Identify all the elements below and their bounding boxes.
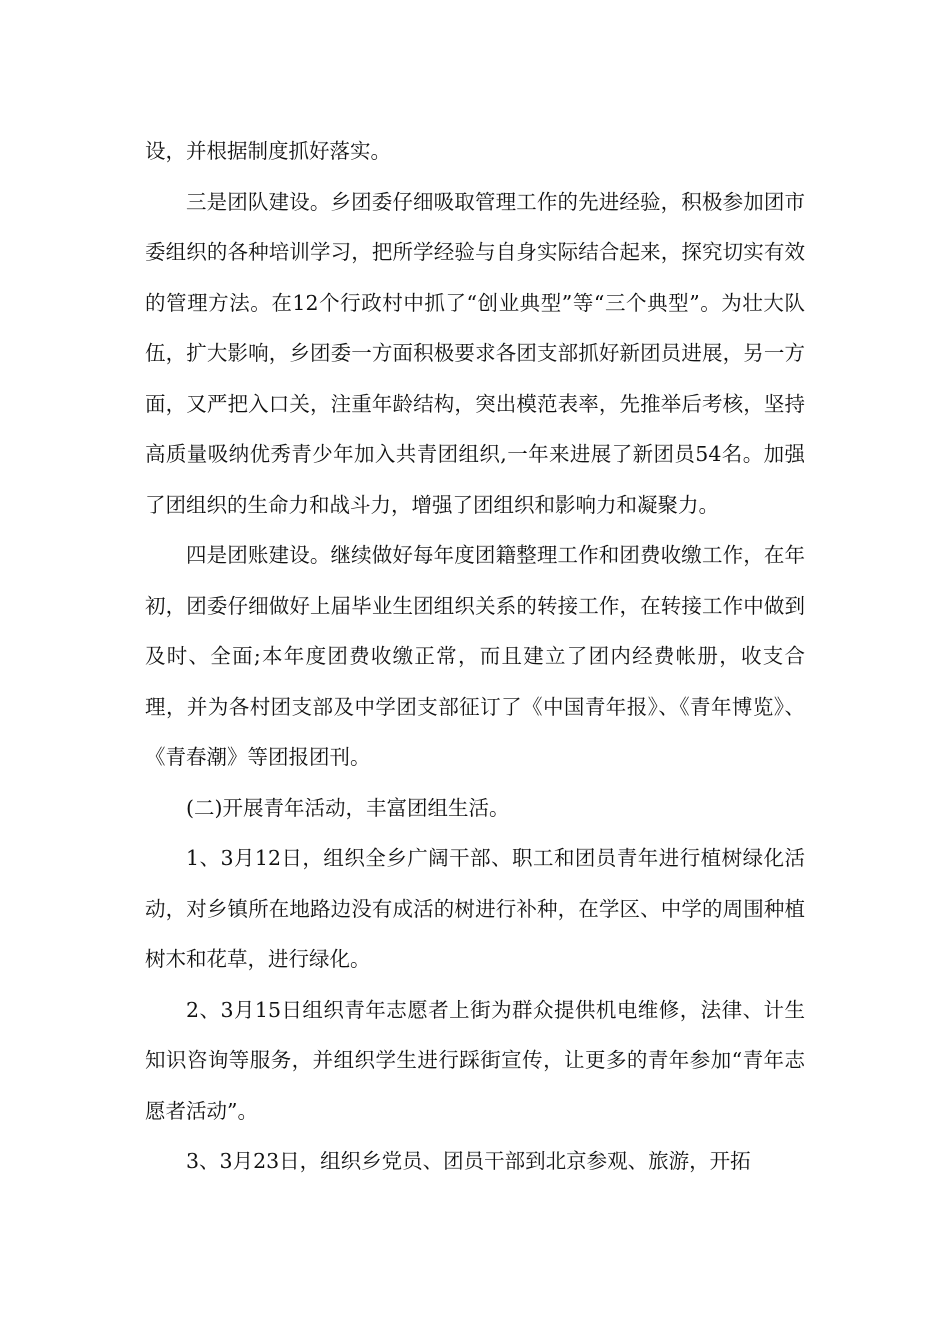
section-heading-youth-activities: (二)开展青年活动，丰富团组生活。 — [186, 795, 510, 820]
paragraph-team-building: 三是团队建设。乡团委仔细吸取管理工作的先进经验，积极参加团市委组织的各种培训学习，把所学经验与自身实际结合起来，探究切实有效的管理方法。在12个行政村中抓了“创业典型”等“三个典型”。为壮大队伍，扩大影响，乡团委一方面积极要求各团支部抓好新团员进展，另一方面，又严把入口关，注重年龄结构，突出模范表率，先推举后考核，坚持高质量吸纳优秀青少年加入共青团组织,一年来进展了新团员54名。加强了团组织的生命力和战斗力，增强了团组织和影响力和凝聚力。 — [145, 189, 805, 517]
paragraph-continuation: 设，并根据制度抓好落实。 — [145, 139, 391, 163]
paragraph-activity-2: 2、3月15日组织青年志愿者上街为群众提供机电维修，法律、计生知识咨询等服务，并组织学生进行踩街宣传，让更多的青年参加“青年志愿者活动”。 — [145, 997, 805, 1123]
document-body — [145, 126, 805, 1187]
paragraph-account-building: 四是团账建设。继续做好每年度团籍整理工作和团费收缴工作，在年初，团委仔细做好上届毕业生团组织关系的转接工作，在转接工作中做到及时、全面;本年度团费收缴正常，而且建立了团内经费帐册，收支合理，并为各村团支部及中学团支部征订了《中国青年报》、《青年博览》、《青春潮》等团报团刊。 — [145, 543, 805, 769]
paragraph-activity-1: 1、3月12日，组织全乡广阔干部、职工和团员青年进行植树绿化活动，对乡镇所在地路边没有成活的树进行补种，在学区、中学的周围种植树木和花草，进行绿化。 — [145, 846, 805, 971]
paragraph-activity-3: 3、3月23日，组织乡党员、团员干部到北京参观、旅游，开拓 — [186, 1149, 751, 1173]
